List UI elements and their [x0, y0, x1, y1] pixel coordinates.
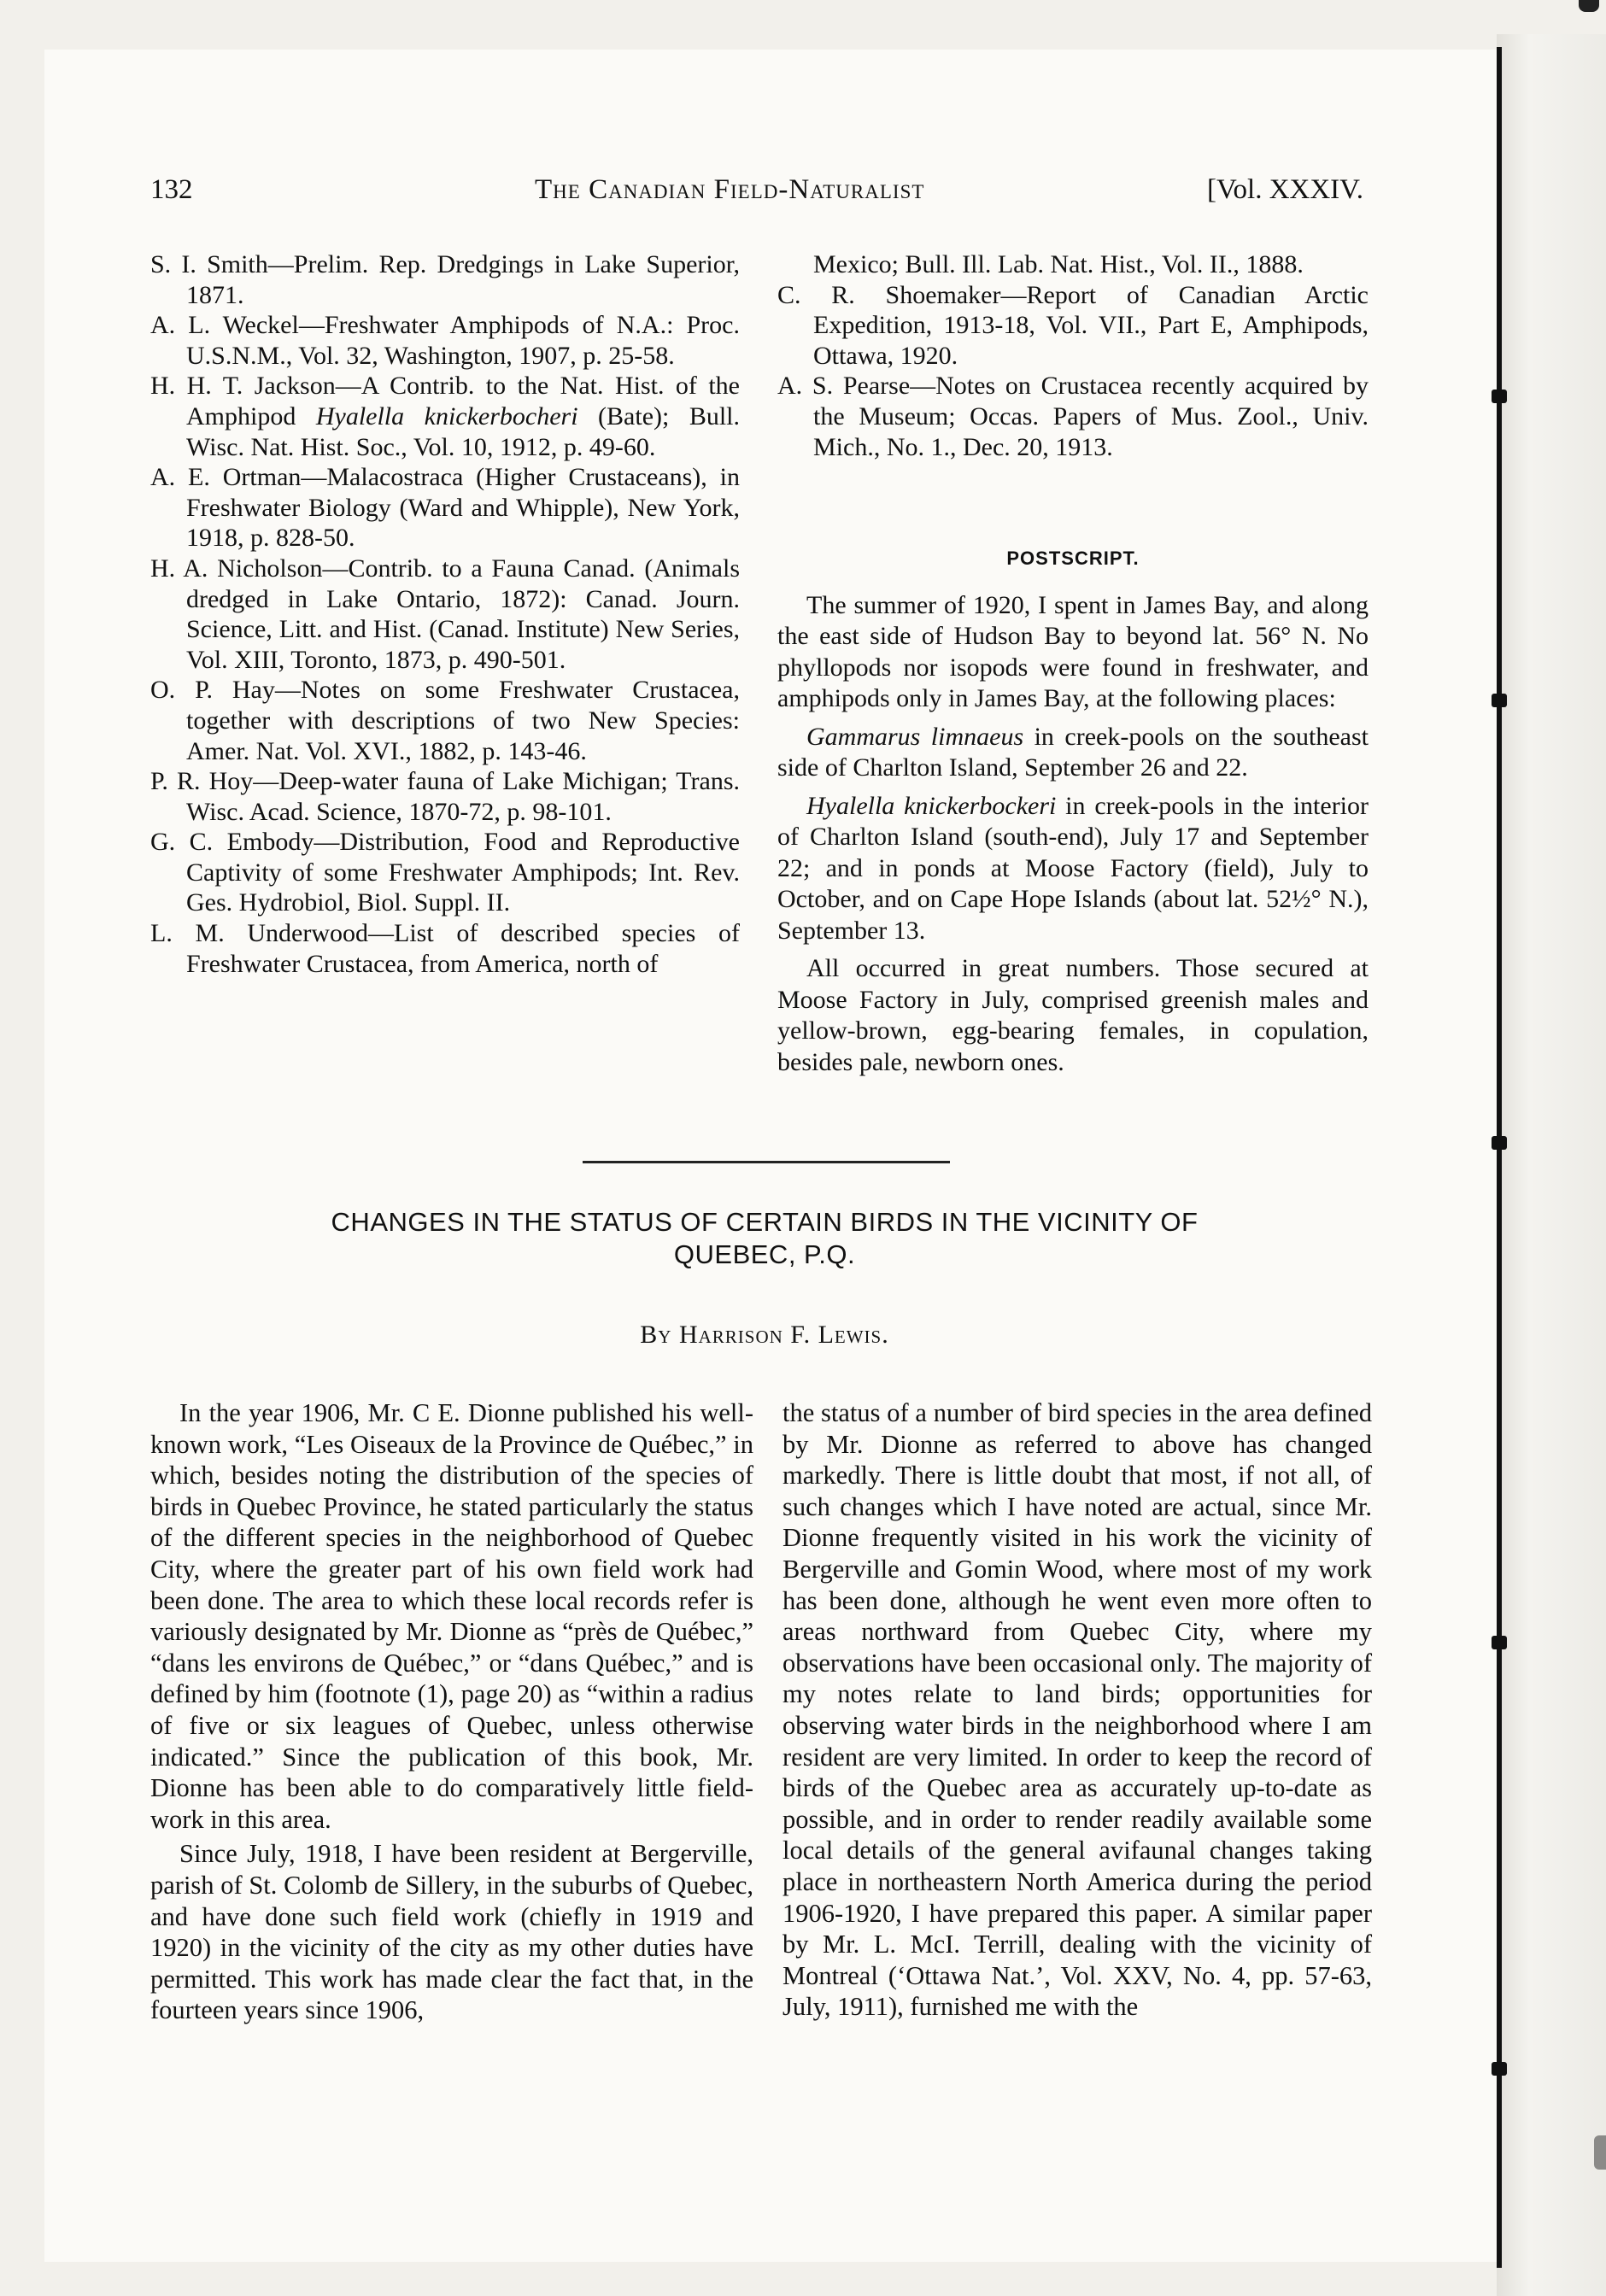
reference-entry: S. I. Smith—Prelim. Rep. Dredgings in Lake Superior, 1871.	[150, 250, 740, 309]
reference-entry: H. A. Nicholson—Contrib. to a Fauna Canad. (Animals dredged in Lake Ontario, 1872): Canad. Journ. Science, Litt. and Hist. (Canad. Institute) New Series, Vol. XIII, Toronto, 1873, p. 490-501.	[150, 554, 740, 674]
species-name: Hyalella knickerbockeri	[806, 791, 1057, 820]
body-paragraph: In the year 1906, Mr. C E. Dionne published his well-known work, “Les Oiseaux de la Province de Québec,” in which, besides noting the distribution of the species of birds in Quebec Province, he stated particularly the status of the different species in the neighborhood of Quebec City, where the greater part of his own field work had been done. The area to which these local records refer is variously designated by Mr. Dionne as “près de Québec,” “dans les environs de Québec,” or “dans Québec,” and is defined by him (footnote (1), page 20) as “within a radius of five or six leagues of Quebec, unless otherwise indicated.” Since the publication of this book, Mr. Dionne has been able to do comparatively little field-work in this area.	[150, 1398, 753, 1834]
author-byline: By Harrison F. Lewis.	[640, 1321, 889, 1349]
body-paragraph: Since July, 1918, I have been resident at Bergerville, parish of St. Colomb de Sillery, in the suburbs of Quebec, and have done such field work (chiefly in 1919 and 1920) in the vicinity of the city as my other duties have permitted. This work has made clear the fact that, in the fourteen years since 1906,	[150, 1839, 753, 2025]
reference-continuation: Mexico; Bull. Ill. Lab. Nat. Hist., Vol. II., 1888.	[813, 250, 1304, 278]
volume-label: [Vol. XXXIV.	[1206, 174, 1363, 205]
title-line: QUEBEC, P.Q.	[673, 1239, 856, 1269]
reference-entry: G. C. Embody—Distribution, Food and Reproductive Captivity of some Freshwater Amphipods; Int. Rev. Ges. Hydrobiol, Biol. Suppl. II.	[150, 828, 740, 917]
postscript-paragraph	[777, 791, 1369, 947]
article-title	[196, 1206, 1333, 1271]
species-name: Gammarus limnaeus	[806, 722, 1024, 751]
postscript-paragraph	[777, 722, 1369, 784]
reference-entry	[150, 371, 740, 462]
binding-tick	[1492, 390, 1507, 403]
article-left-column	[150, 1397, 753, 2030]
title-line: CHANGES IN THE STATUS OF CERTAIN BIRDS IN THE VICINITY OF	[331, 1207, 1199, 1237]
references-left-column	[150, 249, 740, 979]
binding-tick	[1492, 1136, 1507, 1150]
reference-entry: C. R. Shoemaker—Report of Canadian Arctic Expedition, 1913-18, Vol. VII., Part E, Amphipods, Ottawa, 1920.	[777, 280, 1369, 370]
page-number: 132	[150, 174, 193, 205]
postscript-section	[777, 543, 1369, 1085]
species-name: Hyalella knickerbocheri	[315, 401, 578, 430]
running-header	[150, 174, 1363, 212]
body-paragraph: the status of a number of bird species in the area defined by Mr. Dionne as referred to above has changed markedly. There is little doubt that most, if not all, of such changes which I have noted are actual, since Mr. Dionne frequently visited in his work the vicinity of Bergerville and Gomin Wood, where most of my work has been done, although he went even more often to areas northward from Quebec City, where my observations have been occasional only. The majority of my notes relate to land birds; opportunities for observing water birds in the neighborhood where I am resident are very limited. In order to keep the record of birds of the Quebec area as accurately up-to-date as possible, and in order to render readily available some local details of the general avifaunal changes taking place in northeastern North America during the period 1906-1920, I have prepared this paper. A similar paper by Mr. L. McI. Terrill, dealing with the vicinity of Montreal (‘Ottawa Nat.’, Vol. XXV, No. 4, pp. 57-63, July, 1911), furnished me with the	[782, 1398, 1372, 2022]
binding-tick	[1492, 694, 1507, 707]
scan-corner-mark	[1579, 0, 1599, 12]
reference-entry: L. M. Underwood—List of described species of Freshwater Crustacea, from America, north of	[150, 919, 740, 978]
paragraph-text: in creek-pools on the southeast side of Charlton Island, September 26 and 22.	[777, 722, 1369, 782]
binding-tick	[1492, 2062, 1507, 2076]
scan-edge-mark	[1594, 2135, 1606, 2170]
binding-tick	[1492, 1636, 1507, 1649]
reference-entry: P. R. Hoy—Deep-water fauna of Lake Michigan; Trans. Wisc. Acad. Science, 1870-72, p. 98-101.	[150, 767, 740, 826]
reference-text: H. H. T. Jackson—A Contrib. to the Nat. Hist. of the Amphipod	[150, 372, 740, 430]
journal-title: The Canadian Field-Naturalist	[535, 174, 925, 205]
postscript-paragraph: All occurred in great numbers. Those secured at Moose Factory in July, comprised greenish males and yellow-brown, egg-bearing females, in copulation, besides pale, newborn ones.	[777, 954, 1369, 1076]
paragraph-text: in creek-pools in the interior of Charlton Island (south-end), July 17 and September 22; and in ponds at Moose Factory (field), July to October, and on Cape Hope Islands (about lat. 52½° N.), September 13.	[777, 791, 1369, 945]
postscript-paragraph: The summer of 1920, I spent in James Bay, and along the east side of Hudson Bay to beyond lat. 56° N. No phyllopods nor isopods were found in freshwater, and amphipods only in James Bay, at the following places:	[777, 590, 1369, 712]
postscript-heading: POSTSCRIPT.	[1006, 548, 1140, 569]
article-right-column	[782, 1397, 1372, 2026]
reference-entry: O. P. Hay—Notes on some Freshwater Crustacea, together with descriptions of two New Species: Amer. Nat. Vol. XVI., 1882, p. 143-46.	[150, 676, 740, 765]
section-divider	[583, 1161, 950, 1163]
reference-text: (Bate); Bull. Wisc. Nat. Hist. Soc., Vol. 10, 1912, p. 49-60.	[186, 401, 741, 461]
page-edge	[1497, 34, 1606, 2296]
reference-entry: A. L. Weckel—Freshwater Amphipods of N.A.: Proc. U.S.N.M., Vol. 32, Washington, 1907, p. 25-58.	[150, 311, 740, 370]
references-right-column	[777, 249, 1369, 462]
binding-line	[1497, 47, 1502, 2268]
reference-entry: A. E. Ortman—Malacostraca (Higher Crustaceans), in Freshwater Biology (Ward and Whipple), New York, 1918, p. 828-50.	[150, 463, 740, 553]
reference-entry: A. S. Pearse—Notes on Crustacea recently acquired by the Museum; Occas. Papers of Mus. Zool., Univ. Mich., No. 1., Dec. 20, 1913.	[777, 372, 1369, 461]
